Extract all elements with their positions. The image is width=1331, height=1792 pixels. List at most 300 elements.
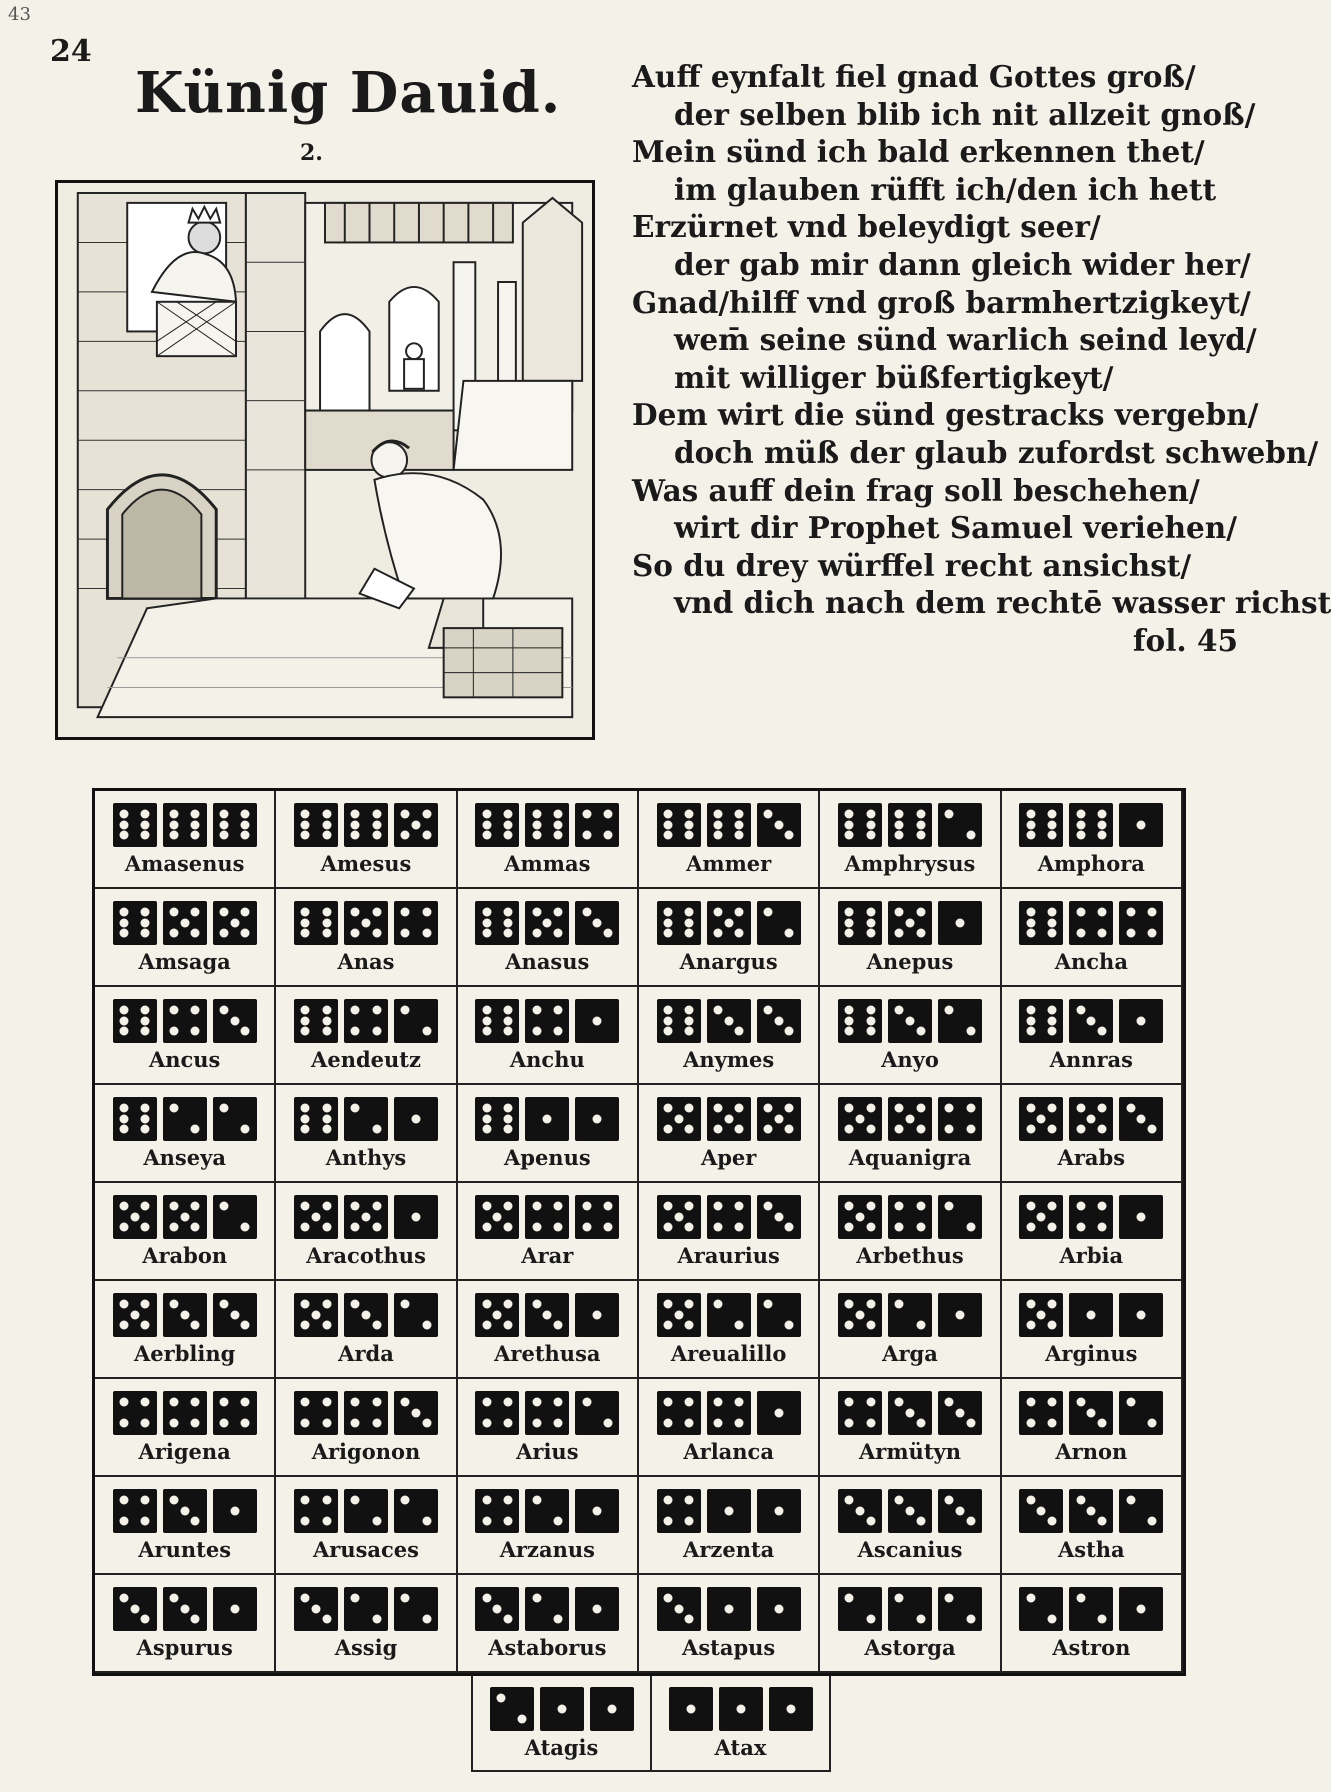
die-pip <box>1087 1506 1096 1515</box>
die-pip <box>1137 1604 1146 1613</box>
dice-cell-label: Amsaga <box>138 948 231 974</box>
dice-oracle-extra-row <box>471 1676 831 1772</box>
die-face-3 <box>113 1587 157 1631</box>
die-pip <box>372 1615 381 1624</box>
dice-cell-label: Aerbling <box>134 1340 236 1366</box>
die-pip <box>141 1495 150 1504</box>
die-pip <box>685 1201 694 1210</box>
dice-group <box>1019 901 1163 945</box>
dice-cell <box>276 1477 457 1575</box>
die-pip <box>411 1114 420 1123</box>
die-face-5 <box>294 1293 338 1337</box>
dice-cell-label: Atax <box>714 1734 767 1760</box>
die-pip <box>503 1321 512 1330</box>
die-face-1 <box>1119 1587 1163 1631</box>
die-pip <box>120 1016 129 1025</box>
die-pip <box>1047 1419 1056 1428</box>
die-pip <box>220 831 229 840</box>
die-face-5 <box>475 1293 519 1337</box>
die-pip <box>735 809 744 818</box>
die-pip <box>482 809 491 818</box>
dice-cell-label: Ammer <box>686 850 772 876</box>
die-pip <box>664 1321 673 1330</box>
die-pip <box>1076 1103 1085 1112</box>
die-pip <box>141 1223 150 1232</box>
die-pip <box>735 831 744 840</box>
die-pip <box>674 1310 683 1319</box>
die-pip <box>786 1704 795 1713</box>
die-pip <box>191 1321 200 1330</box>
die-face-2 <box>938 803 982 847</box>
die-pip <box>191 1517 200 1526</box>
dice-cell <box>1002 1281 1183 1379</box>
die-pip <box>322 1321 331 1330</box>
dice-cell <box>639 1183 820 1281</box>
dice-group <box>838 1587 982 1631</box>
die-face-6 <box>525 803 569 847</box>
die-pip <box>1026 1321 1035 1330</box>
die-pip <box>120 809 129 818</box>
die-pip <box>603 831 612 840</box>
die-pip <box>1097 1223 1106 1232</box>
dice-cell <box>276 791 457 889</box>
die-pip <box>735 1027 744 1036</box>
die-pip <box>714 907 723 916</box>
die-face-5 <box>657 1097 701 1141</box>
die-face-5 <box>344 901 388 945</box>
die-pip <box>945 809 954 818</box>
die-pip <box>180 918 189 927</box>
dice-cell <box>458 1477 639 1575</box>
die-face-3 <box>1069 1489 1113 1533</box>
die-face-6 <box>475 1097 519 1141</box>
dice-cell-label: Ancus <box>148 1046 221 1072</box>
die-pip <box>241 1321 250 1330</box>
die-pip <box>916 929 925 938</box>
die-face-5 <box>757 1097 801 1141</box>
die-pip <box>1026 1419 1035 1428</box>
die-pip <box>685 809 694 818</box>
die-pip <box>1076 1005 1085 1014</box>
die-pip <box>220 1397 229 1406</box>
die-pip <box>905 1016 914 1025</box>
die-pip <box>1026 1027 1035 1036</box>
die-face-2 <box>344 1587 388 1631</box>
die-pip <box>482 929 491 938</box>
die-pip <box>1076 831 1085 840</box>
dice-group <box>475 999 619 1043</box>
die-pip <box>685 1125 694 1134</box>
die-pip <box>607 1704 616 1713</box>
die-pip <box>845 1016 854 1025</box>
die-pip <box>301 1005 310 1014</box>
die-pip <box>735 1201 744 1210</box>
die-pip <box>553 1005 562 1014</box>
dice-cell-label: Annras <box>1049 1046 1133 1072</box>
die-pip <box>685 1016 694 1025</box>
die-pip <box>120 918 129 927</box>
die-pip <box>582 809 591 818</box>
dice-cell <box>820 1085 1001 1183</box>
die-pip <box>191 1027 200 1036</box>
die-pip <box>553 831 562 840</box>
die-pip <box>845 1027 854 1036</box>
die-pip <box>482 1027 491 1036</box>
die-pip <box>351 1419 360 1428</box>
die-pip <box>1026 1593 1035 1602</box>
die-pip <box>503 1397 512 1406</box>
die-pip <box>1126 1397 1135 1406</box>
die-pip <box>141 820 150 829</box>
die-pip <box>372 1027 381 1036</box>
die-pip <box>503 1517 512 1526</box>
die-face-1 <box>1069 1293 1113 1337</box>
dice-group <box>838 1391 982 1435</box>
die-pip <box>141 1103 150 1112</box>
dice-cell-label: Arzenta <box>683 1536 775 1562</box>
die-pip <box>191 1419 200 1428</box>
die-pip <box>503 1615 512 1624</box>
die-pip <box>141 918 150 927</box>
dice-cell <box>820 987 1001 1085</box>
verse-line: der selben blib ich nit allzeit gnoß/ <box>674 96 1256 132</box>
die-face-5 <box>707 1097 751 1141</box>
die-face-1 <box>719 1687 763 1731</box>
die-pip <box>322 929 331 938</box>
die-pip <box>543 918 552 927</box>
dice-cell <box>639 987 820 1085</box>
die-pip <box>532 929 541 938</box>
die-pip <box>301 1321 310 1330</box>
die-pip <box>170 907 179 916</box>
dice-cell-label: Ascanius <box>857 1536 963 1562</box>
die-pip <box>1147 1419 1156 1428</box>
die-pip <box>945 1125 954 1134</box>
die-pip <box>401 1397 410 1406</box>
dice-cell <box>458 791 639 889</box>
die-pip <box>191 1615 200 1624</box>
die-pip <box>553 1517 562 1526</box>
die-pip <box>311 1604 320 1613</box>
die-pip <box>130 1310 139 1319</box>
die-pip <box>664 929 673 938</box>
die-pip <box>361 918 370 927</box>
die-pip <box>351 809 360 818</box>
die-pip <box>191 1125 200 1134</box>
die-pip <box>845 1005 854 1014</box>
die-pip <box>351 1027 360 1036</box>
die-face-6 <box>294 1097 338 1141</box>
die-pip <box>866 1517 875 1526</box>
die-pip <box>241 929 250 938</box>
die-face-3 <box>838 1489 882 1533</box>
die-pip <box>361 1212 370 1221</box>
dice-cell-label: Anas <box>337 948 395 974</box>
die-face-1 <box>575 1489 619 1533</box>
dice-group <box>294 1097 438 1141</box>
die-pip <box>141 1419 150 1428</box>
die-pip <box>955 1506 964 1515</box>
die-pip <box>866 1223 875 1232</box>
die-face-4 <box>163 999 207 1043</box>
die-face-1 <box>213 1489 257 1533</box>
dice-group <box>657 1097 801 1141</box>
die-face-2 <box>394 1293 438 1337</box>
folio-number: 24 <box>50 34 92 69</box>
die-pip <box>322 918 331 927</box>
dice-group <box>475 901 619 945</box>
dice-cell-label: Anymes <box>683 1046 775 1072</box>
dice-cell <box>458 1379 639 1477</box>
die-pip <box>866 820 875 829</box>
die-pip <box>532 1593 541 1602</box>
die-pip <box>351 1397 360 1406</box>
die-face-6 <box>163 803 207 847</box>
die-pip <box>603 1419 612 1428</box>
die-pip <box>916 1419 925 1428</box>
die-pip <box>895 1005 904 1014</box>
die-pip <box>664 1223 673 1232</box>
die-pip <box>241 1397 250 1406</box>
die-face-3 <box>888 999 932 1043</box>
die-pip <box>361 1310 370 1319</box>
dice-cell-label: Arius <box>516 1438 579 1464</box>
die-face-1 <box>1119 803 1163 847</box>
die-face-4 <box>213 1391 257 1435</box>
die-pip <box>553 1321 562 1330</box>
die-face-4 <box>525 1195 569 1239</box>
die-pip <box>120 1223 129 1232</box>
die-face-4 <box>163 1391 207 1435</box>
die-pip <box>220 809 229 818</box>
die-pip <box>735 1223 744 1232</box>
dice-group <box>838 999 982 1043</box>
dice-cell <box>276 1575 457 1673</box>
die-pip <box>141 1114 150 1123</box>
die-pip <box>855 1114 864 1123</box>
dice-cell <box>276 1085 457 1183</box>
die-pip <box>241 831 250 840</box>
die-pip <box>664 1027 673 1036</box>
dice-group <box>838 1293 982 1337</box>
die-pip <box>411 1408 420 1417</box>
die-pip <box>141 1027 150 1036</box>
die-pip <box>1026 809 1035 818</box>
die-pip <box>322 1016 331 1025</box>
die-pip <box>503 1223 512 1232</box>
die-pip <box>170 820 179 829</box>
die-pip <box>785 1223 794 1232</box>
die-face-4 <box>657 1489 701 1533</box>
verse-line: wirt dir Prophet Samuel veriehen/ <box>674 510 1238 546</box>
dice-group <box>475 803 619 847</box>
die-pip <box>301 1397 310 1406</box>
die-face-4 <box>525 1391 569 1435</box>
die-pip <box>1047 1201 1056 1210</box>
die-pip <box>557 1704 566 1713</box>
die-face-3 <box>938 1489 982 1533</box>
die-pip <box>372 831 381 840</box>
die-pip <box>532 1397 541 1406</box>
die-face-3 <box>888 1489 932 1533</box>
dice-cell <box>820 1379 1001 1477</box>
die-face-1 <box>707 1489 751 1533</box>
die-pip <box>503 1419 512 1428</box>
die-pip <box>845 831 854 840</box>
die-pip <box>120 820 129 829</box>
die-face-5 <box>657 1195 701 1239</box>
die-face-6 <box>838 901 882 945</box>
die-pip <box>916 1103 925 1112</box>
die-pip <box>301 1114 310 1123</box>
dice-cell-label: Aracothus <box>306 1242 426 1268</box>
die-pip <box>685 1321 694 1330</box>
die-face-4 <box>294 1489 338 1533</box>
dice-cell <box>95 1477 276 1575</box>
die-face-5 <box>113 1195 157 1239</box>
die-pip <box>724 918 733 927</box>
die-pip <box>966 1125 975 1134</box>
die-face-6 <box>113 1097 157 1141</box>
die-pip <box>372 1125 381 1134</box>
die-pip <box>855 1310 864 1319</box>
die-pip <box>685 820 694 829</box>
die-pip <box>664 1016 673 1025</box>
dice-group <box>657 1587 801 1631</box>
die-pip <box>1026 1005 1035 1014</box>
die-pip <box>120 1517 129 1526</box>
die-pip <box>191 929 200 938</box>
die-pip <box>736 1704 745 1713</box>
die-pip <box>735 1125 744 1134</box>
die-pip <box>714 929 723 938</box>
dice-cell <box>1002 1183 1183 1281</box>
die-pip <box>593 1310 602 1319</box>
die-pip <box>905 1114 914 1123</box>
die-face-5 <box>1019 1195 1063 1239</box>
dice-group <box>475 1097 619 1141</box>
die-pip <box>1147 1125 1156 1134</box>
die-pip <box>322 1201 331 1210</box>
die-pip <box>966 1223 975 1232</box>
die-pip <box>866 831 875 840</box>
die-pip <box>1097 1125 1106 1134</box>
die-face-4 <box>1069 1195 1113 1239</box>
die-pip <box>866 918 875 927</box>
die-pip <box>1026 1201 1035 1210</box>
dice-cell <box>458 1575 639 1673</box>
die-pip <box>582 1201 591 1210</box>
die-pip <box>503 907 512 916</box>
die-face-3 <box>163 1489 207 1533</box>
die-pip <box>180 1310 189 1319</box>
die-pip <box>170 1397 179 1406</box>
die-pip <box>351 1299 360 1308</box>
die-pip <box>1047 1027 1056 1036</box>
die-face-4 <box>1119 901 1163 945</box>
die-pip <box>1026 1223 1035 1232</box>
die-pip <box>664 1299 673 1308</box>
die-pip <box>1047 1615 1056 1624</box>
page-number: 43 <box>8 4 31 25</box>
die-pip <box>351 929 360 938</box>
die-face-2 <box>1119 1391 1163 1435</box>
die-pip <box>1087 1310 1096 1319</box>
die-pip <box>422 907 431 916</box>
die-face-2 <box>838 1587 882 1631</box>
die-pip <box>553 809 562 818</box>
die-pip <box>764 1005 773 1014</box>
dice-cell <box>820 1183 1001 1281</box>
die-pip <box>503 1495 512 1504</box>
die-pip <box>955 918 964 927</box>
dice-group <box>113 999 257 1043</box>
die-pip <box>301 820 310 829</box>
die-pip <box>482 1016 491 1025</box>
die-pip <box>180 1604 189 1613</box>
die-face-2 <box>344 1097 388 1141</box>
dice-cell-label: Astorga <box>864 1634 956 1660</box>
die-pip <box>1026 1103 1035 1112</box>
die-pip <box>1026 929 1035 938</box>
dice-cell-label: Ammas <box>504 850 591 876</box>
die-pip <box>543 1114 552 1123</box>
die-face-1 <box>938 901 982 945</box>
dice-group <box>1019 1587 1163 1631</box>
die-pip <box>322 809 331 818</box>
dice-cell <box>639 791 820 889</box>
die-pip <box>170 1299 179 1308</box>
die-pip <box>422 831 431 840</box>
dice-cell-label: Aspurus <box>136 1634 233 1660</box>
die-face-5 <box>525 901 569 945</box>
die-pip <box>401 1005 410 1014</box>
die-pip <box>301 918 310 927</box>
die-pip <box>895 809 904 818</box>
die-pip <box>301 1223 310 1232</box>
die-pip <box>895 1299 904 1308</box>
die-face-1 <box>540 1687 584 1731</box>
die-pip <box>141 1517 150 1526</box>
die-pip <box>593 1016 602 1025</box>
die-pip <box>945 1103 954 1112</box>
dice-cell <box>1002 791 1183 889</box>
die-pip <box>895 1201 904 1210</box>
die-face-5 <box>838 1293 882 1337</box>
die-pip <box>170 1419 179 1428</box>
die-face-3 <box>888 1391 932 1435</box>
die-pip <box>714 831 723 840</box>
dice-oracle-table <box>92 788 1186 1676</box>
die-pip <box>866 1321 875 1330</box>
dice-cell-label: Areualillo <box>670 1340 787 1366</box>
dice-group <box>294 1391 438 1435</box>
die-pip <box>322 1027 331 1036</box>
die-face-5 <box>1069 1097 1113 1141</box>
die-pip <box>916 1223 925 1232</box>
die-pip <box>1026 1495 1035 1504</box>
die-pip <box>191 1005 200 1014</box>
die-pip <box>401 929 410 938</box>
die-pip <box>1137 1310 1146 1319</box>
die-pip <box>1076 1201 1085 1210</box>
die-face-6 <box>113 999 157 1043</box>
die-pip <box>1076 1593 1085 1602</box>
die-face-5 <box>1019 1293 1063 1337</box>
dice-cell <box>1002 889 1183 987</box>
die-face-2 <box>525 1587 569 1631</box>
die-face-3 <box>163 1587 207 1631</box>
